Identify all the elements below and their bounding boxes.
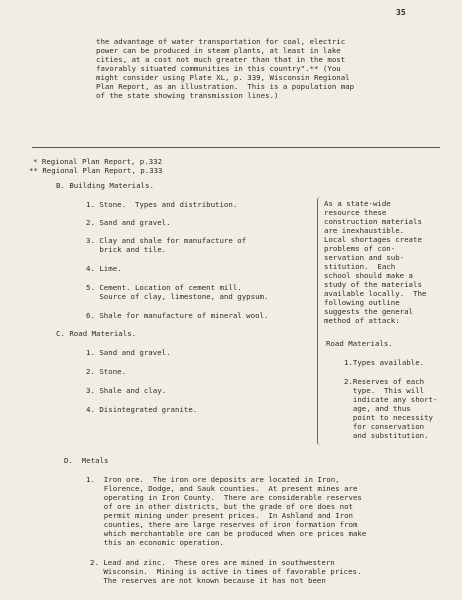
section-b-item-5-cont: Source of clay, limestone, and gypsum.	[86, 292, 269, 301]
sidebar-line-2: resource these	[324, 208, 387, 217]
sidebar-road-item-2-l2: type. This will	[344, 386, 425, 395]
intro-line-7: of the state showing transmission lines.)	[96, 91, 279, 100]
section-d-item-2-l2: Wisconsin. Mining is active in times of favorable prices.	[90, 567, 362, 576]
sidebar-road-item-2-l7: and substitution.	[344, 431, 429, 440]
section-b-item-2: 2. Sand and gravel.	[86, 218, 171, 227]
sidebar-road-item-2-l5: point to necessity	[344, 413, 433, 422]
section-b-item-6: 6. Shale for manufacture of mineral wool.	[86, 311, 269, 320]
section-d-item-1-l3: operating in Iron County. There are considerable reserves	[86, 493, 362, 502]
intro-line-4: favorably situated communities in this country".** (You	[96, 64, 341, 73]
section-c-item-4: 4. Disintegrated granite.	[86, 405, 198, 414]
section-d-item-1-l2: Florence, Dodge, and Sauk counties. At present mines are	[86, 484, 358, 493]
section-c-item-1: 1. Sand and gravel.	[86, 348, 171, 357]
footnote-rule	[32, 147, 440, 148]
section-d-item-2-l3: The reserves are not known because it has not been	[90, 576, 326, 585]
intro-line-6: Plan Report, as an illustration. This is a population map	[96, 82, 355, 91]
sidebar-bracket	[317, 197, 322, 445]
sidebar-line-8: stitution. Each	[324, 262, 396, 271]
section-d-item-1-l8: this an economic operation.	[86, 538, 224, 547]
section-c-heading: C. Road Materials.	[56, 329, 137, 338]
sidebar-line-12: following outline	[324, 298, 400, 307]
section-b-item-1: 1. Stone. Types and distribution.	[86, 200, 238, 209]
sidebar-road-item-2-l1: 2.Reserves of each	[344, 377, 425, 386]
footnote-1: * Regional Plan Report, p.332	[33, 157, 163, 166]
sidebar-line-7: servation and sub-	[324, 253, 405, 262]
intro-line-5: might consider using Plate XL, p. 339, Wisconsin Regional	[96, 73, 350, 82]
section-b-item-3: 3. Clay and shale for manufacture of	[86, 236, 247, 245]
sidebar-line-6: problems of con-	[324, 244, 396, 253]
intro-line-3: cities, at a cost not much greater than that in the most	[96, 55, 346, 64]
intro-line-2: power can be produced in steam plants, at least in lake	[96, 46, 341, 55]
sidebar-road-item-1: 1.Types available.	[344, 358, 425, 367]
sidebar-line-10: study of the materials	[324, 280, 422, 289]
section-b-item-5: 5. Cement. Location of cement mill.	[86, 283, 242, 292]
sidebar-line-4: are inexhaustible.	[324, 226, 405, 235]
intro-line-1: the advantage of water transportation for coal, electric	[96, 37, 346, 46]
section-d-item-1-l4: of ore in other districts, but the grade of ore does not	[86, 502, 353, 511]
section-d-item-1-l7: which merchantable ore can be produced when ore prices make	[86, 529, 367, 538]
footnote-2: ** Regional Plan Report, p.333	[29, 166, 163, 175]
sidebar-road-heading: Road Materials.	[326, 339, 393, 348]
section-d-item-1-l5: permit mining under present prices. In Ashland and Iron	[86, 511, 353, 520]
sidebar-line-5: Local shortages create	[324, 235, 422, 244]
sidebar-line-9: school should make a	[324, 271, 413, 280]
sidebar-line-3: construction materials	[324, 217, 422, 226]
sidebar-line-13: suggests the general	[324, 307, 413, 316]
section-d-item-1-l1: 1. Iron ore. The iron ore deposits are located in Iron,	[86, 475, 340, 484]
sidebar-road-item-2-l3: indicate any short-	[344, 395, 438, 404]
section-d-item-2-l1: 2. Lead and zinc. These ores are mined in southwestern	[90, 558, 335, 567]
section-c-item-3: 3. Shale and clay.	[86, 386, 167, 395]
section-d-heading: D. Metals	[64, 456, 109, 465]
page-number: 35	[396, 8, 406, 17]
section-d-item-1-l6: counties, there are large reserves of iron formation from	[86, 520, 358, 529]
section-b-item-4: 4. Lime.	[86, 264, 122, 273]
section-c-item-2: 2. Stone.	[86, 367, 127, 376]
sidebar-road-item-2-l4: age, and thus	[344, 404, 411, 413]
sidebar-road-item-2-l6: for conservation	[344, 422, 425, 431]
sidebar-line-1: As a state-wide	[324, 199, 391, 208]
sidebar-line-11: available locally. The	[324, 289, 427, 298]
section-b-item-3-cont: brick and tile.	[86, 245, 167, 254]
sidebar-line-14: method of attack:	[324, 316, 400, 325]
section-b-heading: B. Building Materials.	[56, 181, 154, 190]
